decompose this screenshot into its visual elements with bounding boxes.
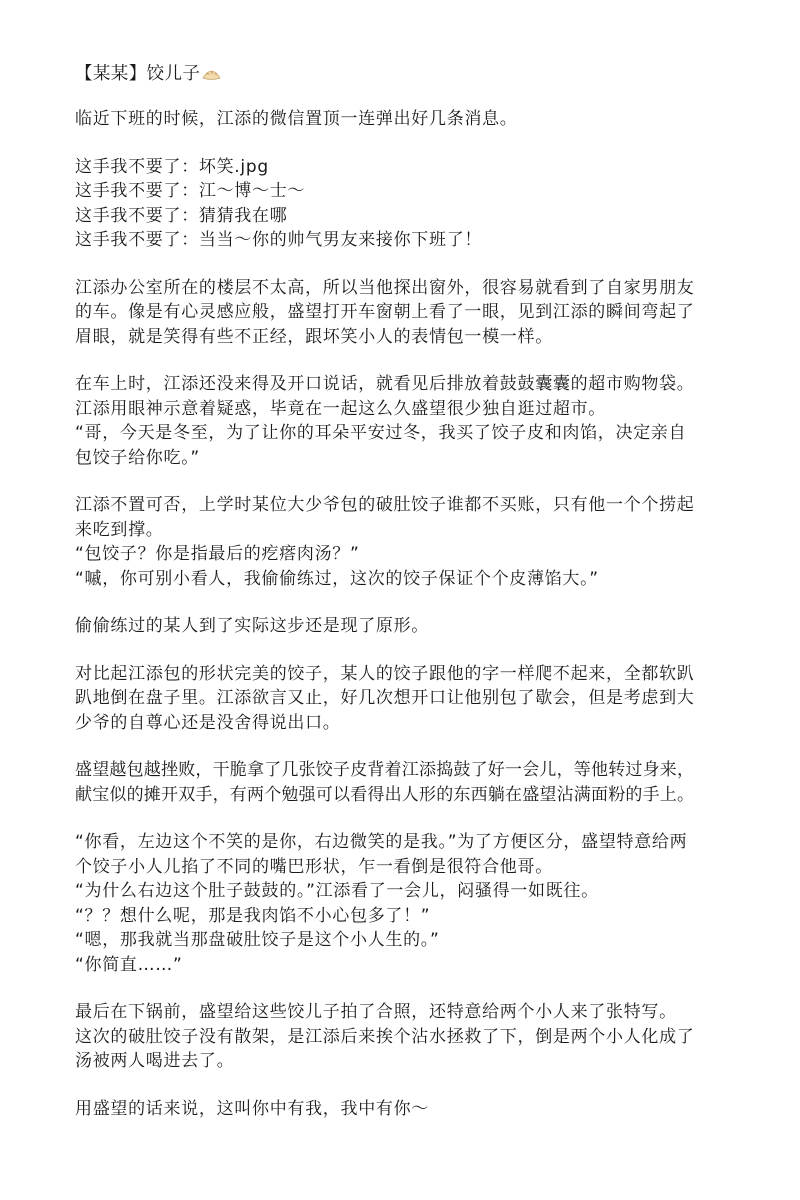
text-line: 江添办公室所在的楼层不太高，所以当他探出窗外，很容易就看到了自家男朋友 — [75, 277, 695, 298]
text-line: 个饺子小人儿掐了不同的嘴巴形状，乍一看倒是很符合他哥。 — [75, 856, 553, 877]
text-line: 最后在下锅前，盛望给这些饺儿子拍了合照，还特意给两个小人来了张特写。 — [75, 1002, 677, 1022]
paragraph-7 — [75, 662, 754, 736]
text-line: 偷偷练过的某人到了实际这步还是现了原形。 — [75, 616, 429, 636]
text-line: 盛望越包越挫败，干脆拿了几张饺子皮背着江添捣鼓了好一会儿，等他转过身来， — [75, 760, 695, 780]
text-line: “哥，今天是冬至，为了让你的耳朵平安过冬，我买了饺子皮和肉馅，决定亲自 — [75, 423, 687, 443]
paragraph-1 — [75, 107, 754, 132]
text-line: 献宝似的摊开双手，有两个勉强可以看得出人形的东西躺在盛望沾满面粉的手上。 — [75, 784, 695, 805]
text-line: “你看，左边这个不笑的是你，右边微笑的是我。”为了方便区分，盛望特意给两 — [75, 832, 688, 852]
document-title — [75, 62, 754, 86]
text-line: 的车。像是有心灵感应般，盛望打开车窗朝上看了一眼，见到江添的瞬间弯起了 — [75, 302, 695, 322]
paragraph-2 — [75, 155, 754, 253]
text-line: 眉眼，就是笑得有些不正经，跟坏笑小人的表情包一模一样。 — [75, 326, 553, 347]
text-line: 这手我不要了：猜猜我在哪 — [75, 205, 288, 226]
text-line: 趴地倒在盘子里。江添欲言又止，好几次想开口让他别包了歇会，但是考虑到大 — [75, 688, 695, 708]
text-line: 这次的破肚饺子没有散架，是江添后来挨个沾水拯救了下，倒是两个小人化成了 — [75, 1026, 695, 1047]
text-line: 包饺子给你吃。” — [75, 447, 200, 468]
text-line: “包饺子？你是指最后的疙瘩肉汤？” — [75, 544, 360, 564]
dumpling-icon — [202, 67, 221, 81]
text-line: 江添不置可否，上学时某位大少爷包的破肚饺子谁都不买账，只有他一个个捞起 — [75, 495, 695, 515]
text-line: “嗯，那我就当那盘破肚饺子是这个小人生的。” — [75, 930, 440, 950]
paragraph-5 — [75, 493, 754, 591]
text-line: 少爷的自尊心还是没舍得说出口。 — [75, 712, 341, 733]
text-line: “？？想什么呢，那是我肉馅不小心包多了！” — [75, 905, 431, 926]
text-line: 江添用眼神示意着疑惑，毕竟在一起这么久盛望很少独自逛过超市。 — [75, 398, 606, 419]
paragraph-6 — [75, 614, 754, 639]
title-text: 【某某】饺儿子 — [75, 64, 201, 84]
paragraph-8 — [75, 758, 754, 807]
paragraph-9 — [75, 830, 754, 977]
text-line: 临近下班的时候，江添的微信置顶一连弹出好几条消息。 — [75, 109, 518, 129]
text-line: “为什么右边这个肚子鼓鼓的。”江添看了一会儿，闷骚得一如既往。 — [75, 881, 599, 901]
paragraph-10 — [75, 1000, 754, 1074]
text-line: 来吃到撑。 — [75, 519, 164, 540]
text-line: 这手我不要了：江～博～士～ — [75, 181, 306, 201]
text-line: 这手我不要了：当当～你的帅气男友来接你下班了！ — [75, 230, 483, 250]
text-line: 在车上时，江添还没来得及开口说话，就看见后排放着鼓鼓囊囊的超市购物袋。 — [75, 374, 695, 394]
text-line: “嘁，你可别小看人，我偷偷练过，这次的饺子保证个个皮薄馅大。” — [75, 568, 599, 589]
paragraph-4 — [75, 372, 754, 470]
text-line: “你简直……” — [75, 954, 183, 975]
paragraph-11 — [75, 1097, 754, 1122]
text-line: 用盛望的话来说，这叫你中有我，我中有你～ — [75, 1098, 429, 1119]
paragraph-3 — [75, 276, 754, 350]
text-line: 汤被两人喝进去了。 — [75, 1051, 235, 1071]
text-line: 这手我不要了：坏笑.jpg — [75, 156, 269, 177]
text-line: 对比起江添包的形状完美的饺子，某人的饺子跟他的字一样爬不起来，全都软趴 — [75, 663, 695, 684]
